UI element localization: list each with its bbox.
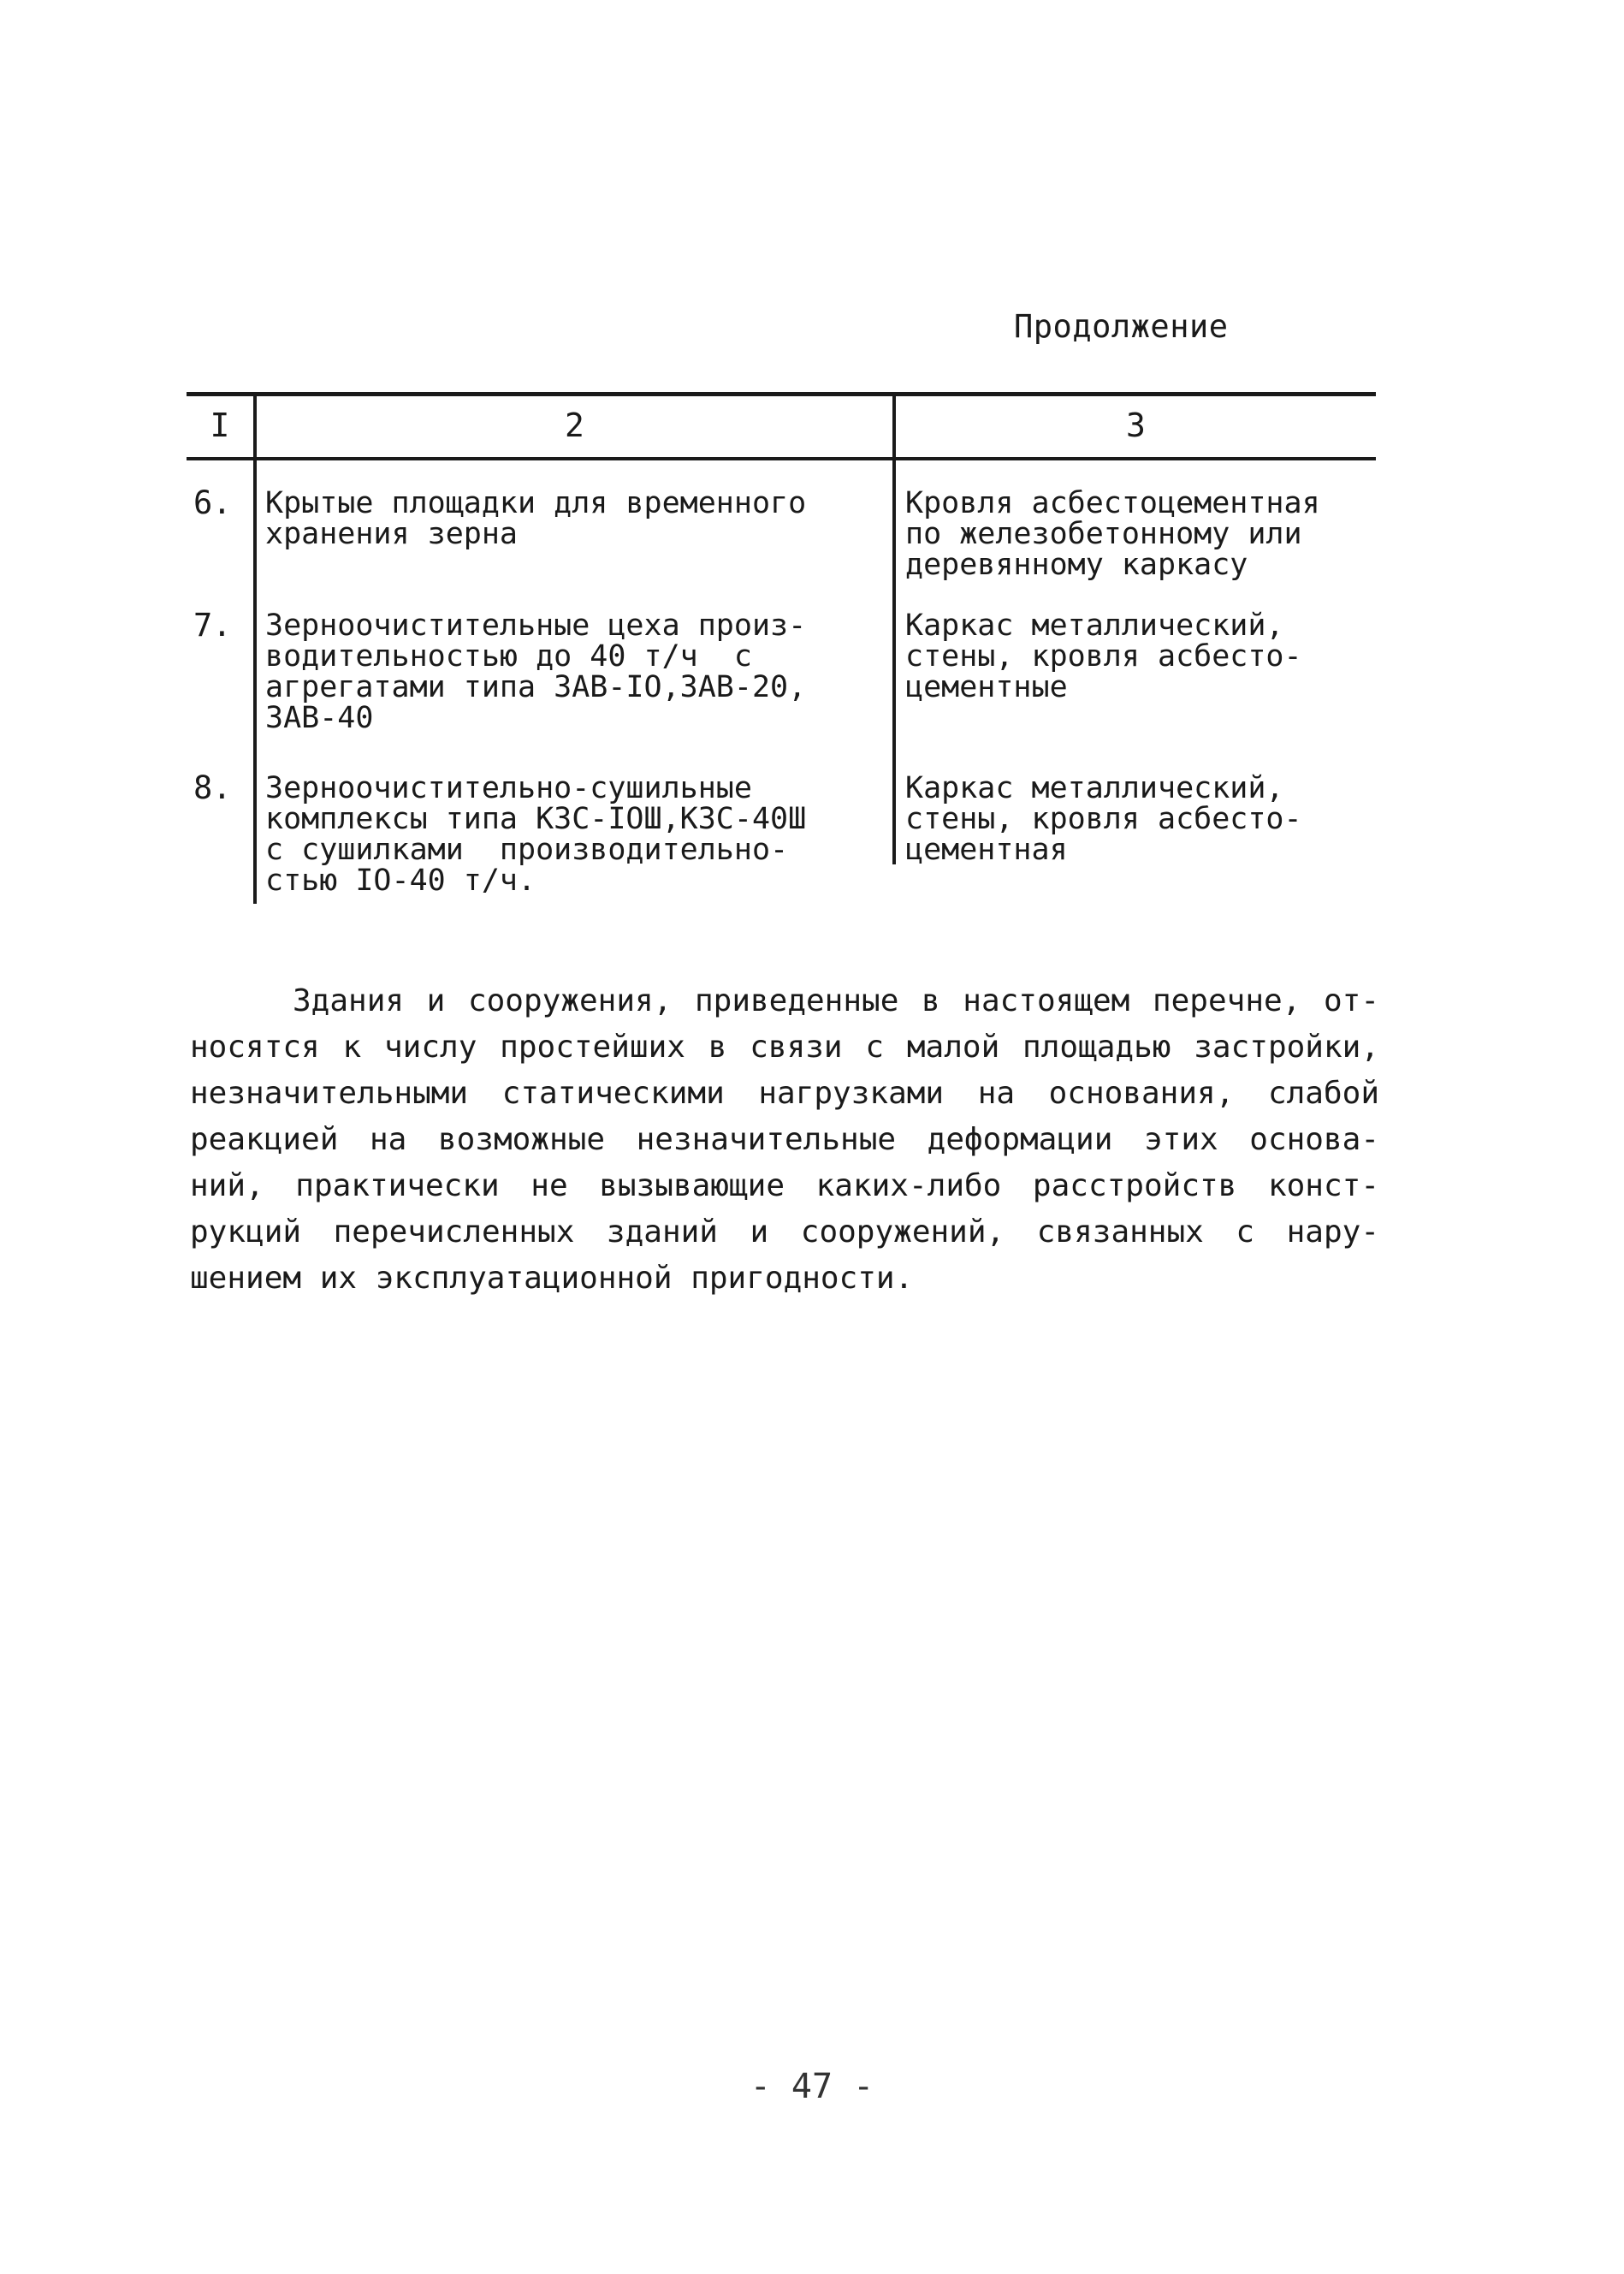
column-divider-1 bbox=[253, 392, 257, 904]
column-header-3: 3 bbox=[1126, 407, 1146, 444]
body-paragraph bbox=[190, 978, 1379, 1302]
paragraph-line: ний, практически не вызывающие каких-либо расстройств конст- bbox=[190, 1168, 1379, 1203]
paragraph-line: реакцией на возможные незначительные деформации этих основа- bbox=[190, 1122, 1379, 1157]
construction-description: Кровля асбестоцементная по железобетонному или деревянному каркасу bbox=[905, 486, 1320, 582]
building-description: Зерноочистительно-сушильные комплексы типа КЗС-IOШ,КЗС-40Ш с сушилками производительно- стью IO-40 т/ч. bbox=[265, 771, 807, 898]
building-description: Зерноочистительные цеха произ- водительностью до 40 т/ч с агрегатами типа ЗАВ-IO,ЗАВ-20, ЗАВ-40 bbox=[265, 609, 807, 735]
page-number: - 47 - bbox=[750, 2067, 874, 2106]
column-header-1: I bbox=[210, 407, 230, 444]
column-header-2: 2 bbox=[565, 407, 584, 444]
paragraph-line: рукций перечисленных зданий и сооружений, связанных с нару- bbox=[190, 1214, 1379, 1250]
paragraph-line: незначительными статическими нагрузками на основания, слабой bbox=[190, 1076, 1379, 1111]
row-number: 8. bbox=[193, 769, 232, 806]
paragraph-line: Здания и сооружения, приведенные в настоящем перечне, от- bbox=[293, 983, 1379, 1018]
table-top-rule bbox=[187, 392, 1376, 396]
buildings-table bbox=[187, 392, 1376, 904]
row-number: 7. bbox=[193, 607, 232, 644]
column-divider-2 bbox=[892, 392, 896, 864]
continuation-label: Продолжение bbox=[1014, 308, 1229, 345]
table-header-rule bbox=[187, 457, 1376, 460]
row-number: 6. bbox=[193, 484, 232, 521]
construction-description: Каркас металлический, стены, кровля асбесто- цементная bbox=[905, 771, 1302, 867]
paragraph-line: носятся к числу простейших в связи с малой площадью застройки, bbox=[190, 1030, 1379, 1065]
paragraph-line: шением их эксплуатационной пригодности. bbox=[190, 1261, 914, 1296]
construction-description: Каркас металлический, стены, кровля асбесто- цементные bbox=[905, 609, 1302, 704]
building-description: Крытые площадки для временного хранения зерна bbox=[265, 486, 807, 551]
